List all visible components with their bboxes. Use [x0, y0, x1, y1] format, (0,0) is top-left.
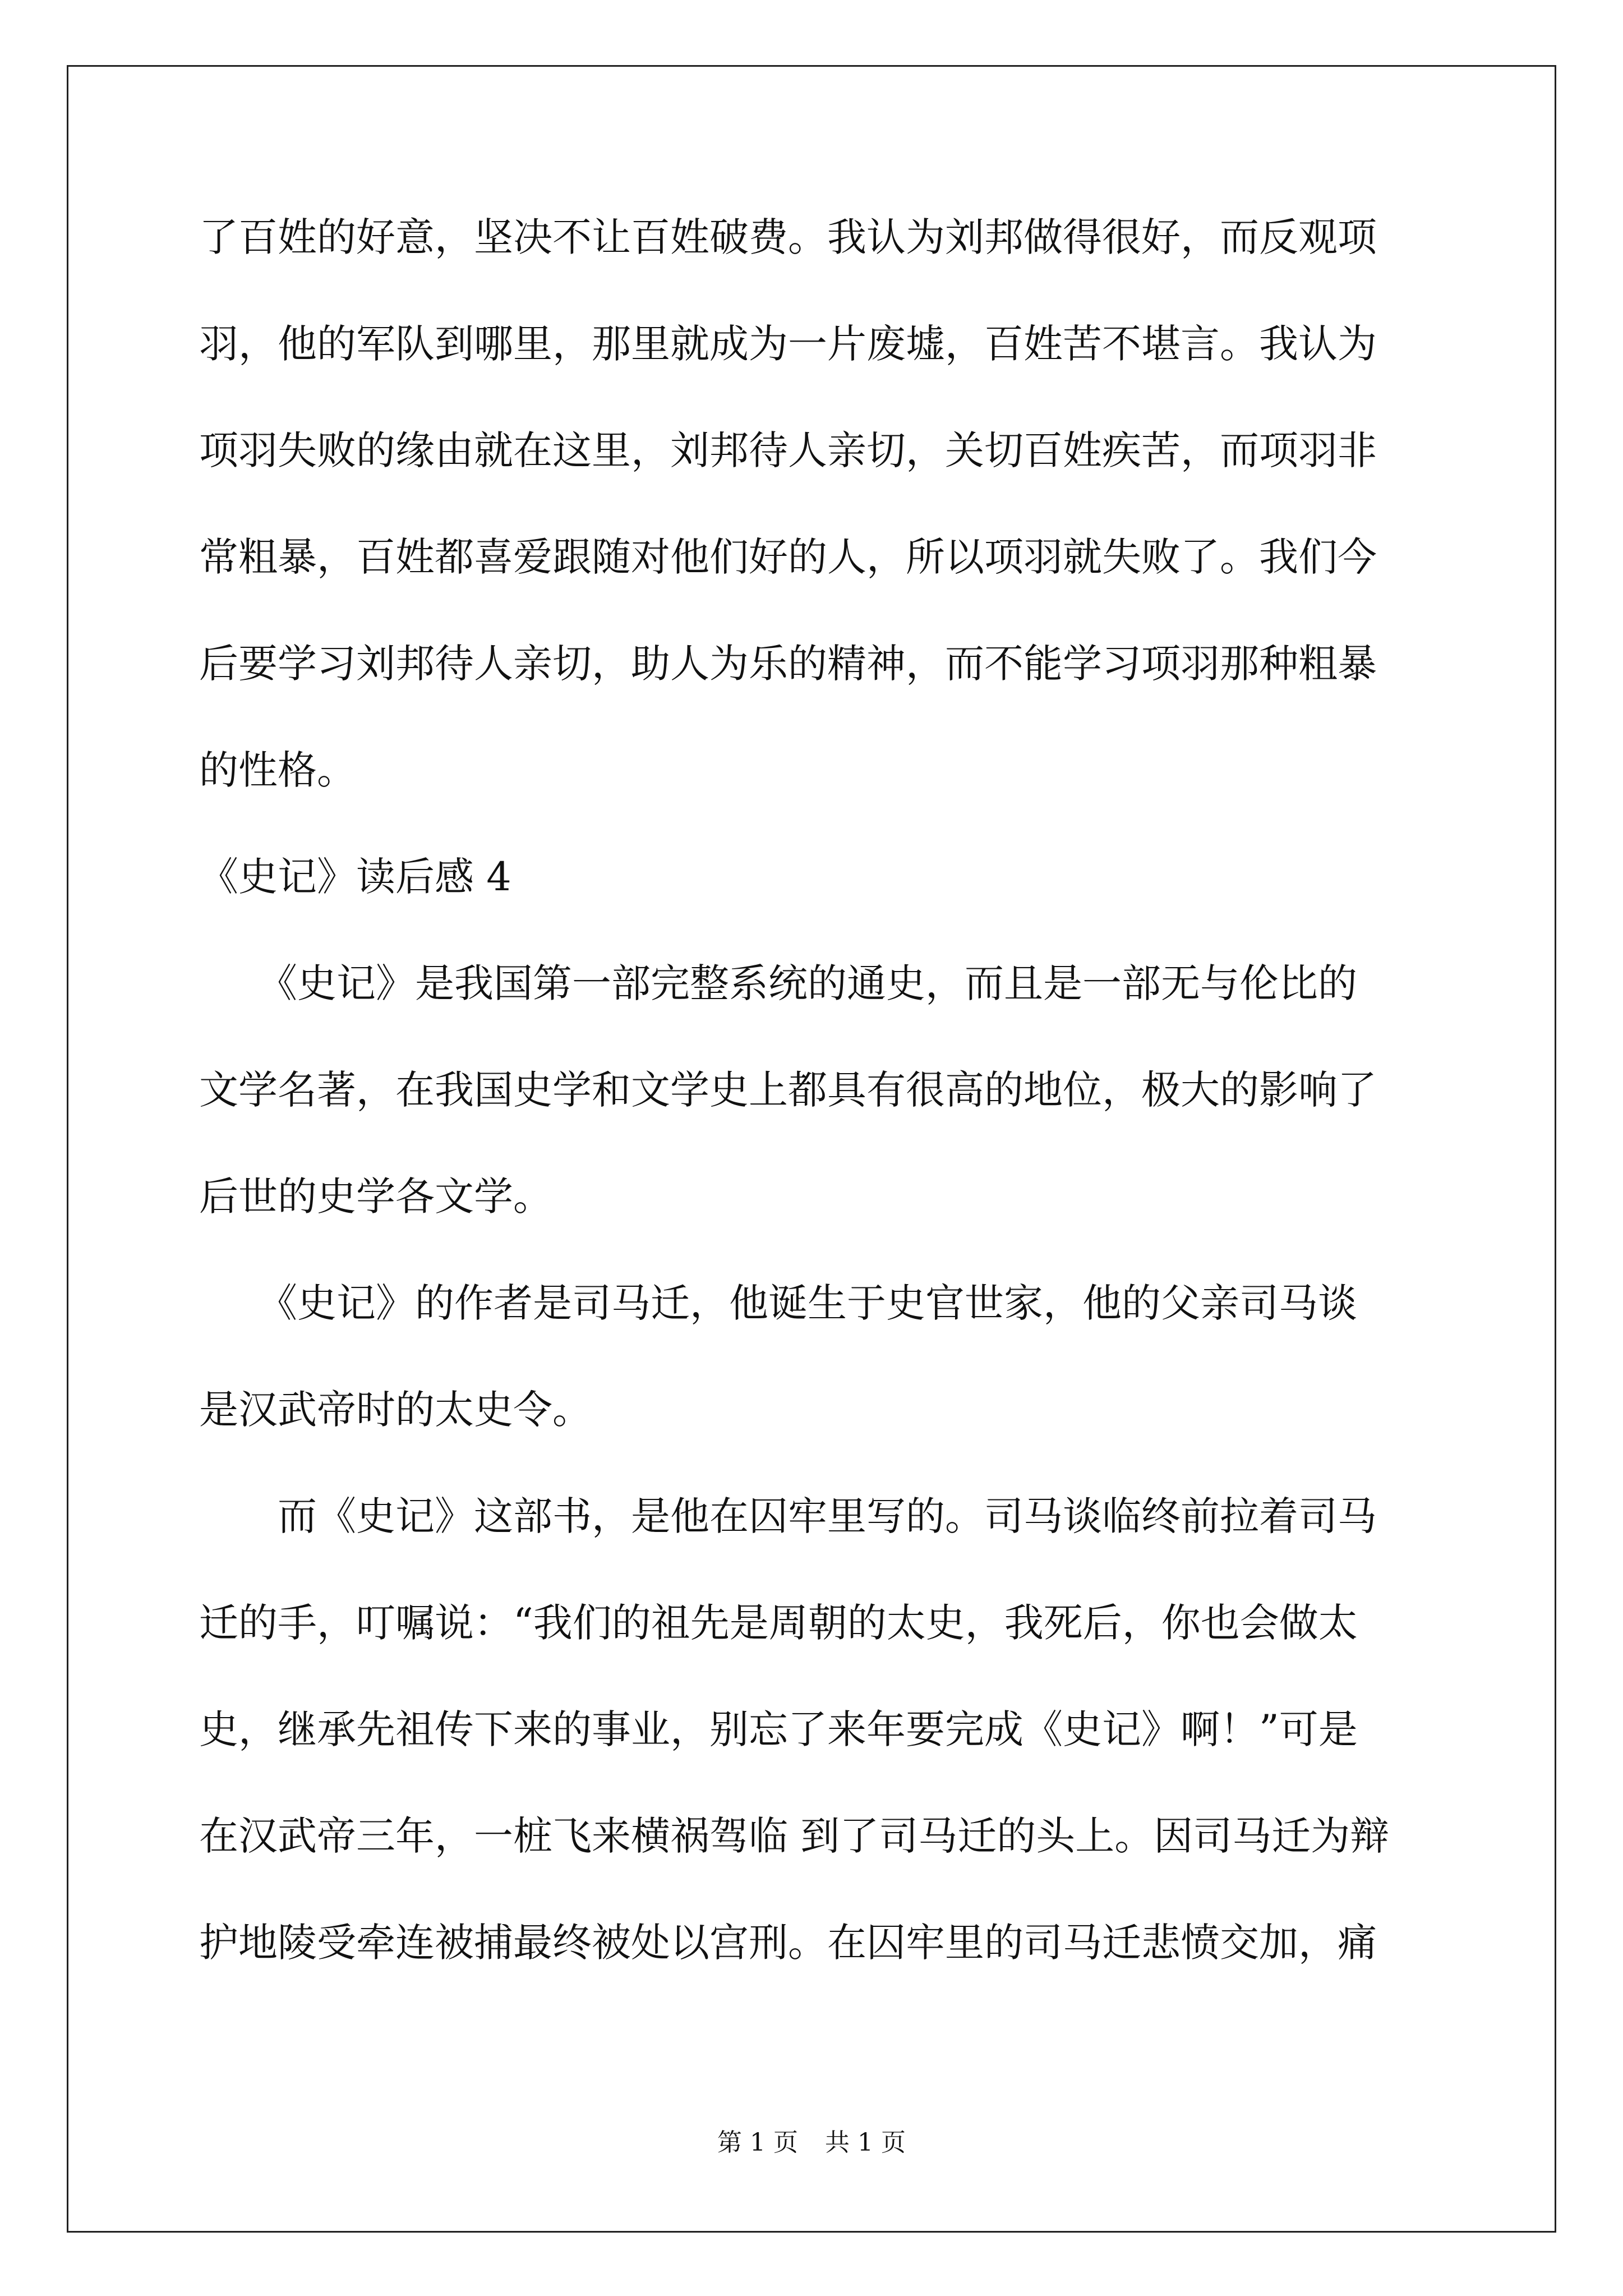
text-line: 羽，他的军队到哪里，那里就成为一片废墟，百姓苦不堪言。我认为: [199, 321, 1377, 367]
text-line: 文学名著，在我国史学和文学史上都具有很高的地位，极大的影响了: [199, 1067, 1377, 1113]
text-line: 后世的史学各文学。: [199, 1174, 552, 1220]
page-total: 共 1 页: [825, 2128, 906, 2157]
section-heading: 《史记》读后感 4: [199, 854, 511, 900]
text-line: 项羽失败的缘由就在这里，刘邦待人亲切，关切百姓疾苦，而项羽非: [199, 427, 1377, 473]
text-line: 史，继承先祖传下来的事业，别忘了来年要完成《史记》啊！”可是: [199, 1706, 1358, 1752]
text-line: 的性格。: [199, 747, 356, 793]
page-number: 第 1 页: [717, 2128, 798, 2157]
text-line: 《史记》的作者是司马迁，他诞生于史官世家，他的父亲司马谈: [199, 1280, 1357, 1326]
text-line: 在汉武帝三年，一桩飞来横祸驾临 到了司马迁的头上。因司马迁为辩: [199, 1813, 1390, 1859]
text-line: 常粗暴，百姓都喜爱跟随对他们好的人，所以项羽就失败了。我们今: [199, 534, 1377, 580]
text-line: 迁的手，叮嘱说：“我们的祖先是周朝的太史，我死后，你也会做太: [199, 1600, 1358, 1646]
text-line: 《史记》是我国第一部完整系统的通史，而且是一部无与伦比的: [199, 960, 1357, 1006]
text-line: 而《史记》这部书，是他在囚牢里写的。司马谈临终前拉着司马: [199, 1493, 1377, 1539]
text-line: 后要学习刘邦待人亲切，助人为乐的精神，而不能学习项羽那种粗暴: [199, 641, 1377, 687]
text-line: 了百姓的好意，坚决不让百姓破费。我认为刘邦做得很好，而反观项: [199, 214, 1377, 260]
page-footer: [0, 2126, 1623, 2160]
document-body: [199, 205, 1433, 2017]
text-line: 是汉武帝时的太史令。: [199, 1387, 592, 1433]
text-line: 护地陵受牵连被捕最终被处以宫刑。在囚牢里的司马迁悲愤交加，痛: [199, 1920, 1377, 1966]
